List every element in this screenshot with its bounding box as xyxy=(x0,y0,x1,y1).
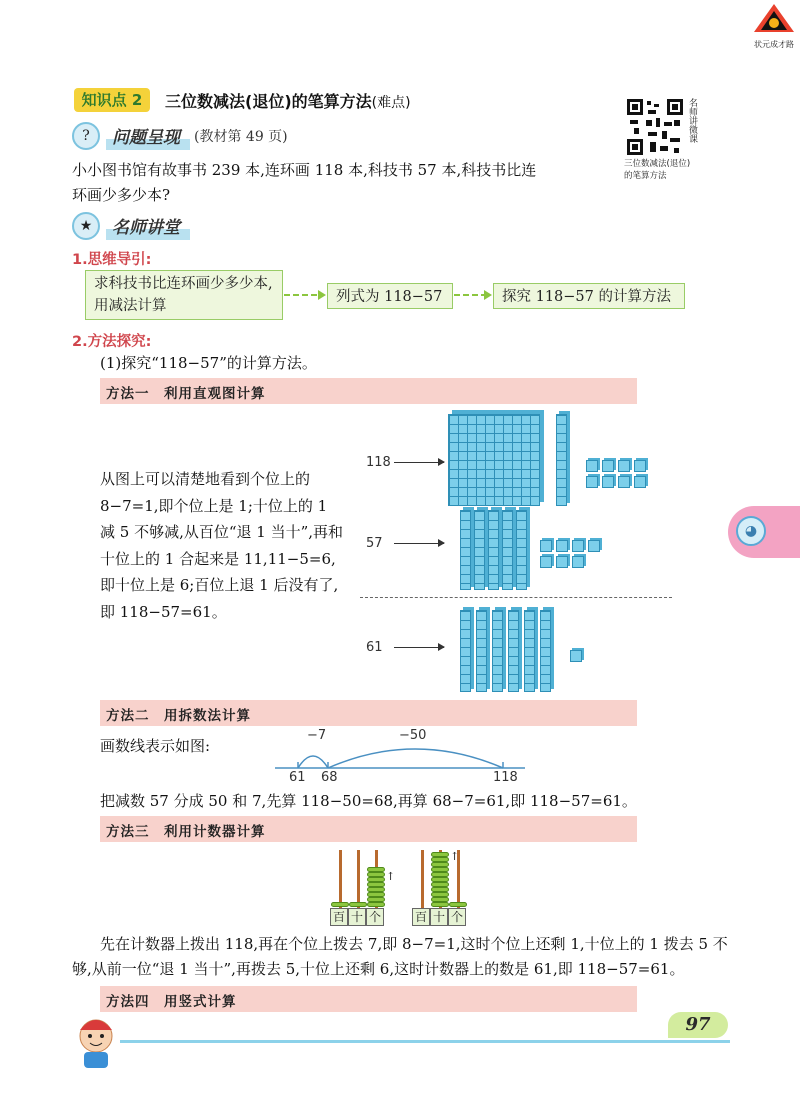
method2-intro: 画数线表示如图: xyxy=(100,737,211,755)
problem-heading xyxy=(72,122,288,150)
qr-side-text: 名师讲微课 xyxy=(687,98,697,143)
abacus-after xyxy=(408,846,474,928)
qr-block[interactable] xyxy=(626,98,696,188)
ten-rod xyxy=(508,610,519,692)
unit-cube xyxy=(570,650,582,662)
page-number: 97 xyxy=(685,1014,711,1035)
ten-rod xyxy=(556,414,567,506)
abacus-before xyxy=(326,846,396,928)
lecture-heading xyxy=(72,212,190,240)
place-ones: 个 xyxy=(448,908,466,926)
ten-rod xyxy=(540,610,551,692)
abacus-arrow-icon: ↑ xyxy=(386,870,396,883)
dashed-divider xyxy=(360,597,672,598)
label-61: 61 xyxy=(366,640,383,655)
unit-cube xyxy=(634,476,646,488)
abacus-rod xyxy=(357,850,360,908)
flow-arrow-1-icon xyxy=(318,290,326,300)
footer-line xyxy=(120,1040,730,1043)
unit-cube xyxy=(634,460,646,472)
qr-label: 三位数减法(退位)的笔算方法 xyxy=(624,159,691,181)
corner-logo xyxy=(752,2,796,48)
section1-heading: 1.思维导引: xyxy=(72,252,152,268)
place-tens: 十 xyxy=(430,908,448,926)
method4-bar xyxy=(100,986,637,1012)
qr-code-icon xyxy=(626,98,684,156)
abacus-rod xyxy=(339,850,342,908)
unit-cube xyxy=(540,540,552,552)
problem-heading-text: 问题呈现 xyxy=(106,123,190,150)
unit-cube xyxy=(602,460,614,472)
unit-cube xyxy=(556,540,568,552)
unit-cube xyxy=(586,476,598,488)
label-118: 118 xyxy=(366,455,391,470)
method3-text: 先在计数器上拨出 118,再在个位上拨去 7,即 8−7=1,这时个位上还剩 1,十位上的 1 拨去 5 不够,从前一位“退 1 当十”,再拨去 5,十位上还剩 6,这时计数器上的数是 61,即 118−57=61。 xyxy=(72,935,728,978)
ten-rod xyxy=(524,610,535,692)
method1-label: 方法一 利用直观图计算 xyxy=(106,386,266,402)
bead xyxy=(331,902,349,907)
side-tab xyxy=(728,506,800,558)
tick-68: 68 xyxy=(321,770,338,785)
unit-cube xyxy=(588,540,600,552)
method2-text: 把减数 57 分成 50 和 7,先算 118−50=68,再算 68−7=61,即 118−57=61。 xyxy=(100,792,637,810)
logo-text: 状元成才路 xyxy=(754,40,794,49)
method3-label: 方法三 利用计数器计算 xyxy=(106,824,266,840)
method1-text: 从图上可以清楚地看到个位上的 8−7=1,即个位上是 1;十位上的 1 减 5 不够减,从百位“退 1 当十”,再和十位上的 1 合起来是 11,11−5=6,即十位上是 6;百位上退 1 后没有了,即 118−57=61。 xyxy=(100,470,344,621)
page-number-badge xyxy=(668,1012,728,1038)
unit-cube xyxy=(572,540,584,552)
bead xyxy=(449,902,467,907)
ten-rod xyxy=(460,510,471,590)
dragon-mascot-icon: ◕ xyxy=(736,516,766,546)
ten-rod xyxy=(488,510,499,590)
jump-minus-7: −7 xyxy=(307,728,327,743)
tick-61: 61 xyxy=(289,770,306,785)
question-mascot-icon: ? xyxy=(72,122,100,150)
abacus-arrow-icon: ↑ xyxy=(450,850,460,863)
unit-cube xyxy=(572,556,584,568)
place-hundreds: 百 xyxy=(412,908,430,926)
ten-rod xyxy=(492,610,503,692)
method2-bar xyxy=(100,700,637,726)
section2-heading: 2.方法探究: xyxy=(72,334,152,350)
ten-rod xyxy=(460,610,471,692)
arrow-118-icon xyxy=(394,462,444,463)
unit-cube xyxy=(556,556,568,568)
title-text: 三位数减法(退位)的笔算方法 xyxy=(165,92,372,111)
abacus-rod xyxy=(421,850,424,908)
jump-minus-50: −50 xyxy=(399,728,427,743)
number-line xyxy=(275,726,535,786)
method4-label: 方法四 用竖式计算 xyxy=(106,994,237,1010)
arrow-61-icon xyxy=(394,647,444,648)
flow-step-2: 列式为 118−57 xyxy=(327,283,453,309)
title-note: (难点) xyxy=(371,95,411,111)
unit-cube xyxy=(602,476,614,488)
flow-step-3: 探究 118−57 的计算方法 xyxy=(493,283,685,309)
problem-text: 小小图书馆有故事书 239 本,连环画 118 本,科技书 57 本,科技书比连环画少多少本? xyxy=(72,161,537,204)
flow-connector-2 xyxy=(454,294,486,296)
arrow-57-icon xyxy=(394,543,444,544)
place-tens: 十 xyxy=(348,908,366,926)
method3-bar xyxy=(100,816,637,842)
base-ten-diagram xyxy=(360,400,680,700)
bead xyxy=(431,902,449,907)
teacher-mascot-icon: ★ xyxy=(72,212,100,240)
explore-intro: (1)探究“118−57”的计算方法。 xyxy=(100,354,317,372)
method2-label: 方法二 用拆数法计算 xyxy=(106,708,251,724)
unit-cube xyxy=(540,556,552,568)
place-ones: 个 xyxy=(366,908,384,926)
bead xyxy=(349,902,367,907)
logo-triangle-icon xyxy=(752,2,796,34)
problem-source: (教材第 49 页) xyxy=(194,129,288,145)
flow-step-1: 求科技书比连环画少多少本,用减法计算 xyxy=(85,270,283,320)
unit-cube xyxy=(618,476,630,488)
ten-rod xyxy=(502,510,513,590)
unit-cube xyxy=(618,460,630,472)
ten-rod xyxy=(516,510,527,590)
flow-connector-1 xyxy=(284,294,320,296)
place-hundreds: 百 xyxy=(330,908,348,926)
ten-rod xyxy=(476,610,487,692)
ten-rod xyxy=(474,510,485,590)
label-57: 57 xyxy=(366,536,383,551)
lecture-heading-text: 名师讲堂 xyxy=(106,213,190,240)
footer-mascot-icon xyxy=(66,1010,126,1070)
knowledge-point-tag: 知识点 2 xyxy=(74,88,150,112)
flow-arrow-2-icon xyxy=(484,290,492,300)
knowledge-point-title xyxy=(165,89,411,112)
hundred-flat xyxy=(448,414,540,506)
tick-118: 118 xyxy=(493,770,518,785)
unit-cube xyxy=(586,460,598,472)
bead xyxy=(367,902,385,907)
